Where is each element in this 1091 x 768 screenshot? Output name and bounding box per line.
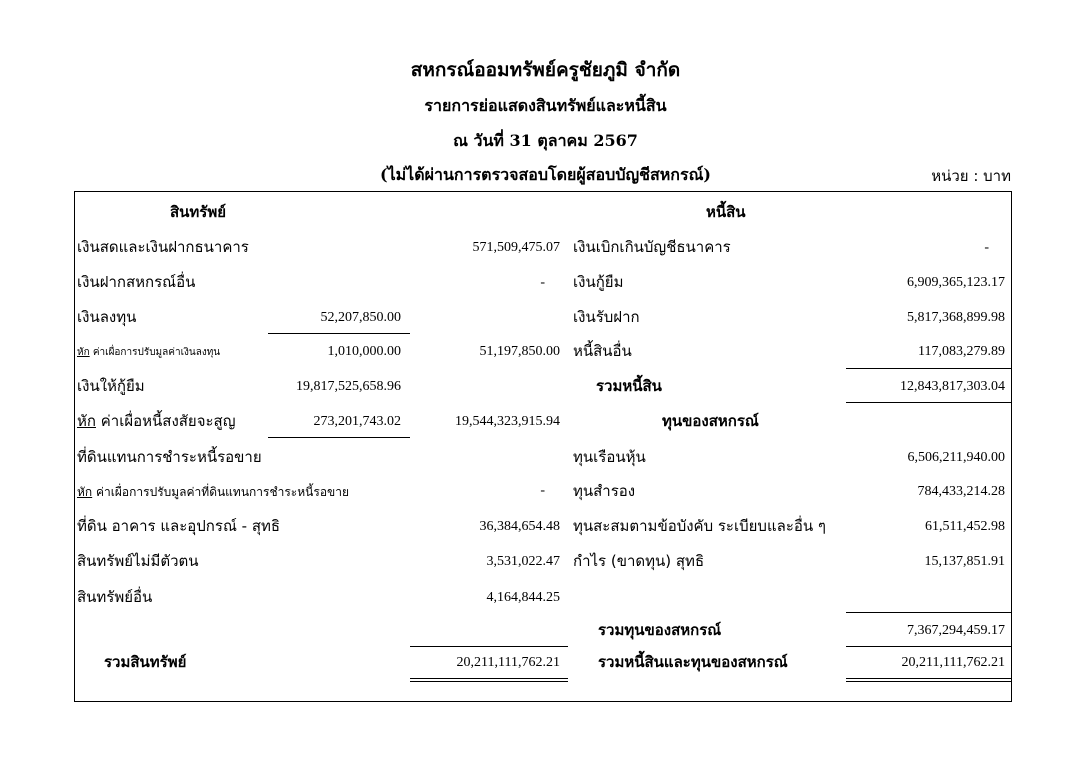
foreclosed-label: ที่ดินแทนการชำระหนี้รอขาย <box>77 448 262 466</box>
foreclosed-less-prefix: หัก <box>77 485 93 499</box>
borrowings-label: เงินกู้ยืม <box>573 273 624 291</box>
ppe-value: 36,384,654.48 <box>479 519 560 534</box>
grand-total-double-line <box>846 678 1012 682</box>
other-assets-label: สินทรัพย์อื่น <box>77 588 153 606</box>
share-capital-value: 6,506,211,940.00 <box>907 450 1005 465</box>
intangible-label: สินทรัพย์ไม่มีตัวตน <box>77 552 199 570</box>
cash-label: เงินสดและเงินฝากธนาคาร <box>77 238 249 256</box>
ppe-label: ที่ดิน อาคาร และอุปกรณ์ - สุทธิ <box>77 517 281 535</box>
audit-note: (ไม่ได้ผ่านการตรวจสอบโดยผู้สอบบัญชีสหกรณ์) <box>380 165 711 184</box>
foreclosed-allowance-label <box>77 483 349 501</box>
loans-gross: 19,817,525,658.96 <box>296 379 401 394</box>
investment-gross: 52,207,850.00 <box>320 310 401 325</box>
overdraft-label: เงินเบิกเกินบัญชีธนาคาร <box>573 238 731 256</box>
equity-heading: ทุนของสหกรณ์ <box>662 412 759 430</box>
liabilities-heading: หนี้สิน <box>706 203 746 221</box>
loans-allowance-value: 273,201,743.02 <box>313 414 401 429</box>
report-title: รายการย่อแสดงสินทรัพย์และหนี้สิน <box>424 96 667 115</box>
liabilities-subtotal-line <box>846 368 1012 369</box>
accumulated-label: ทุนสะสมตามข้อบังคับ ระเบียบและอื่น ๆ <box>573 517 826 535</box>
report-title-org: สหกรณ์ออมทรัพย์ครูชัยภูมิ จำกัด <box>410 59 681 81</box>
loans-label: เงินให้กู้ยืม <box>77 377 145 395</box>
grand-total-value: 20,211,111,762.21 <box>901 655 1005 670</box>
coop-deposit-value: - <box>540 275 545 290</box>
total-liabilities-value: 12,843,817,303.04 <box>900 379 1005 394</box>
total-assets-label: รวมสินทรัพย์ <box>104 653 187 671</box>
statement-frame <box>74 191 1012 702</box>
loans-net-value: 19,544,323,915.94 <box>455 414 560 429</box>
investment-allowance-text: ค่าเผื่อการปรับมูลค่าเงินลงทุน <box>92 347 221 358</box>
report-date: ณ วันที่ 31 ตุลาคม 2567 <box>453 131 638 150</box>
profit-value: 15,137,851.91 <box>924 554 1005 569</box>
total-assets-value: 20,211,111,762.21 <box>456 655 560 670</box>
total-liabilities-label: รวมหนี้สิน <box>596 377 662 395</box>
loans-less-prefix: หัก <box>77 412 96 430</box>
assets-total-double-line <box>410 678 568 682</box>
investment-allowance-label <box>77 344 220 362</box>
loans-allowance-text: ค่าเผื่อหนี้สงสัยจะสูญ <box>100 412 236 430</box>
less-prefix: หัก <box>77 347 90 358</box>
reserve-label: ทุนสำรอง <box>573 482 636 500</box>
foreclosed-value: - <box>540 483 545 498</box>
borrowings-value: 6,909,365,123.17 <box>907 275 1005 290</box>
liabilities-total-line <box>846 402 1012 403</box>
assets-total-top-line <box>410 646 568 647</box>
grand-total-top-line <box>846 646 1012 647</box>
grand-total-label: รวมหนี้สินและทุนของสหกรณ์ <box>598 653 788 671</box>
overdraft-value: - <box>984 240 989 255</box>
reserve-value: 784,433,214.28 <box>917 484 1005 499</box>
investment-label: เงินลงทุน <box>77 308 137 326</box>
investment-allowance-value: 1,010,000.00 <box>327 344 401 359</box>
unit-label: หน่วย : บาท <box>931 167 1011 185</box>
investment-subtotal-line <box>268 333 410 334</box>
deposits-value: 5,817,368,899.98 <box>907 310 1005 325</box>
total-equity-label: รวมทุนของสหกรณ์ <box>598 621 722 639</box>
deposits-label: เงินรับฝาก <box>573 308 640 326</box>
other-assets-value: 4,164,844.25 <box>486 590 560 605</box>
coop-deposit-label: เงินฝากสหกรณ์อื่น <box>77 273 196 291</box>
other-liabilities-value: 117,083,279.89 <box>918 344 1005 359</box>
equity-total-line <box>846 612 1012 613</box>
investment-net-value: 51,197,850.00 <box>479 344 560 359</box>
accumulated-value: 61,511,452.98 <box>925 519 1005 534</box>
loans-subtotal-line <box>268 437 410 438</box>
intangible-value: 3,531,022.47 <box>486 554 560 569</box>
share-capital-label: ทุนเรือนหุ้น <box>573 448 646 466</box>
loans-allowance-label <box>77 412 236 430</box>
profit-label: กำไร (ขาดทุน) สุทธิ <box>573 552 705 570</box>
cash-value: 571,509,475.07 <box>472 240 560 255</box>
other-liabilities-label: หนี้สินอื่น <box>573 342 632 360</box>
total-equity-value: 7,367,294,459.17 <box>907 623 1005 638</box>
foreclosed-allowance-text: ค่าเผื่อการปรับมูลค่าที่ดินแทนการชำระหนี้รอขาย <box>96 485 349 499</box>
assets-heading: สินทรัพย์ <box>170 203 227 221</box>
